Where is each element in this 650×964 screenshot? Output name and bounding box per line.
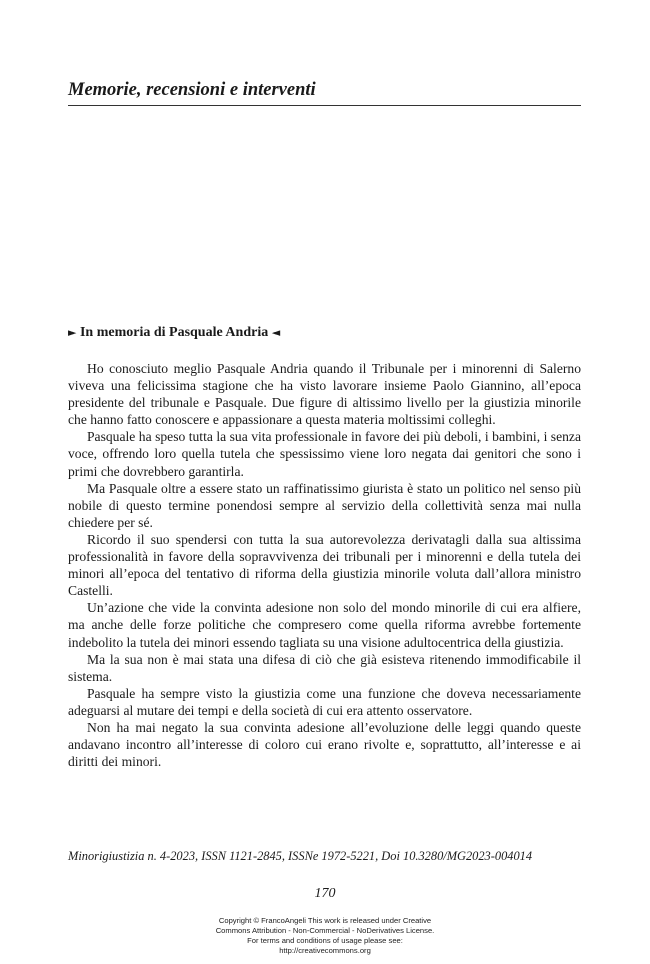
journal-citation: Minorigiustizia n. 4-2023, ISSN 1121-2845, ISSNe 1972-5221, Doi 10.3280/MG2023-004014 (68, 849, 533, 863)
header-divider (68, 105, 581, 106)
article-title-text: In memoria di Pasquale Andria (79, 325, 269, 340)
license-notice (0, 916, 650, 956)
article-body (68, 360, 581, 770)
paragraph: Ho conosciuto meglio Pasquale Andria quando il Tribunale per i minorenni di Salerno viveva una felicissima stagione che ha visto lavorare insieme Paolo Giannino, all’epoca presidente del tribunale e Pasquale. Due figure di altissimo livello per la giustizia minorile che hanno fatto conoscere e appassionare a questa materia moltissimi colleghi. (68, 361, 581, 428)
paragraph: Ma Pasquale oltre a essere stato un raffinatissimo giurista è stato un politico nel senso più nobile di questo termine ponendosi sempre al servizio della collettività senza mai nulla chiedere per sé. (68, 480, 581, 530)
license-line: Copyright © FrancoAngeli This work is released under Creative (218, 916, 432, 925)
paragraph: Ma la sua non è mai stata una difesa di ciò che già esisteva ritenendo immodificabile il sistema. (68, 651, 581, 684)
paragraph: Non ha mai negato la sua convinta adesione all’evoluzione delle leggi quando queste andavano incontro all’interesse di coloro cui erano rivolte e, soprattutto, all’interesse e ai diritti dei minori. (68, 719, 581, 770)
paragraph: Pasquale ha speso tutta la sua vita professionale in favore dei più deboli, i bambini, i senza voce, offrendo loro quella tutela che spessissimo viene loro negata dai genitori che sono i primi che dovrebbero garantirla. (68, 429, 581, 479)
section-header: Memorie, recensioni e interventi (68, 80, 316, 100)
paragraph: Ricordo il suo spendersi con tutta la sua autorevolezza derivatagli dalla sua altissima professionalità in favore della sopravvivenza dei tribunali per i minorenni e della tutela dei minori all’epoca del tentativo di riforma della giustizia minorile voluta dall’allora ministro Castelli. (68, 531, 581, 599)
article-title (68, 324, 280, 342)
license-line: Commons Attribution - Non-Commercial - NoDerivatives License. (215, 926, 435, 935)
right-pointer-icon: ► (68, 326, 77, 339)
paragraph: Un’azione che vide la convinta adesione non solo del mondo minorile di cui era alfiere, ma anche delle forze politiche che compresero come quella riforma avrebbe fortemente indebolito la tutela dei minori essendo tagliata su una visione adultocentrica della giustizia. (68, 600, 581, 650)
left-pointer-icon: ◄ (271, 326, 281, 339)
paragraph: Pasquale ha sempre visto la giustizia come una funzione che doveva necessariamente adeguarsi al mutare dei tempi e della società di cui era attento osservatore. (68, 685, 581, 718)
license-link[interactable]: http://creativecommons.org (279, 946, 371, 955)
license-line: For terms and conditions of usage please see: (247, 936, 403, 945)
page-number: 170 (314, 886, 336, 901)
